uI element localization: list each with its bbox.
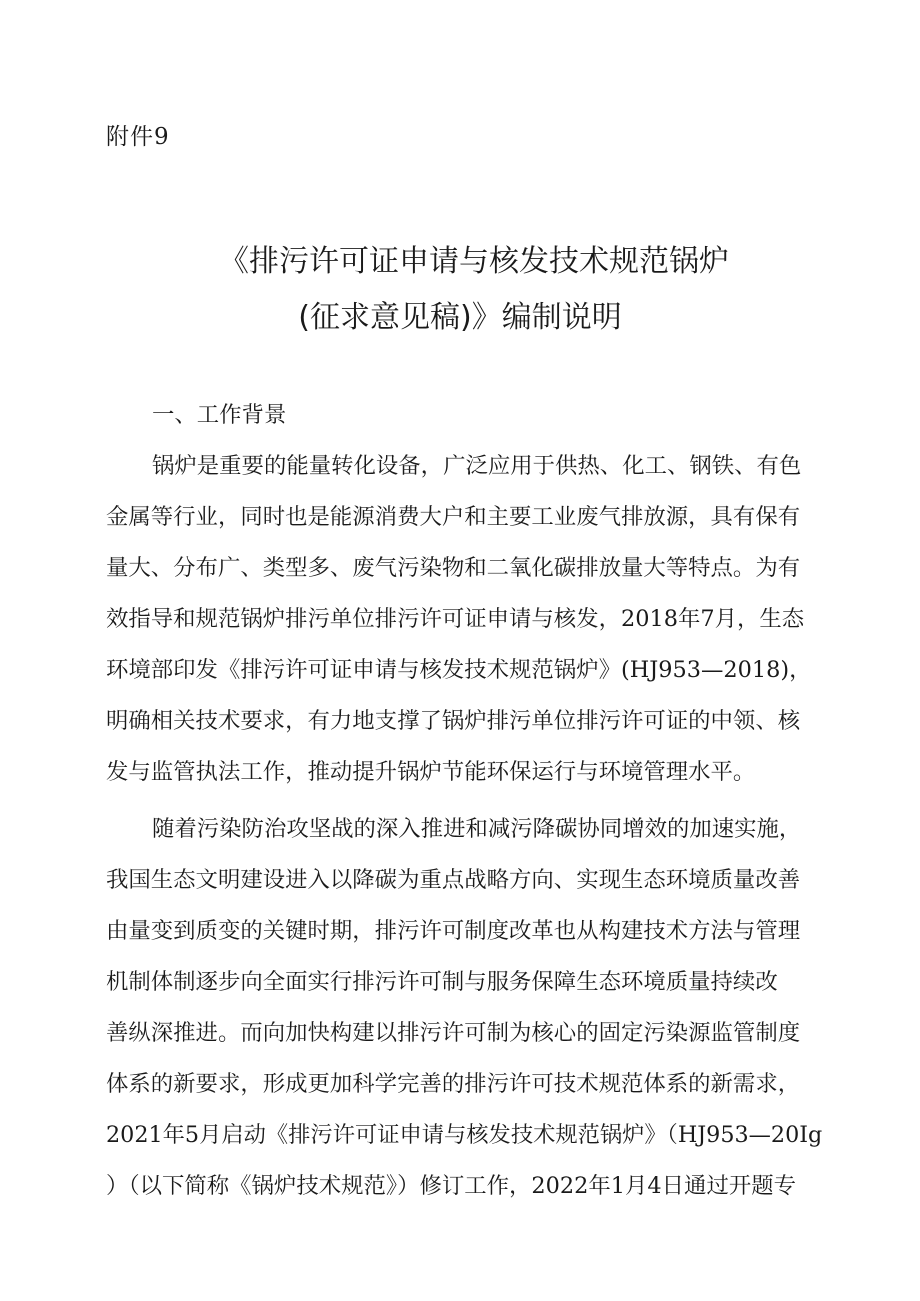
paragraph-line: 由量变到质变的关键时期，排污许可制度改革也从构建技术方法与管理 [106, 918, 801, 944]
paragraph-line: 体系的新要求，形成更加科学完善的排污许可技术规范体系的新需求， [106, 1071, 801, 1097]
paragraph-line: ）（以下简称《锅炉技术规范》）修订工作，2022年1月4日通过开题专 [106, 1173, 797, 1199]
paragraph-line: 善纵深推进。而向加快构建以排污许可制为核心的固定污染源监管制度 [106, 1020, 801, 1046]
paragraph-line: 效指导和规范锅炉排污单位排污许可证申请与核发，2018年7月，生态 [106, 606, 805, 632]
attachment-label: 附件9 [106, 124, 170, 150]
paragraph-line: 锅炉是重要的能量转化设备，广泛应用于供热、化工、钢铁、有色 [152, 453, 802, 479]
paragraph-line: 金属等行业，同时也是能源消费大户和主要工业废气排放源，具有保有 [106, 504, 801, 530]
paragraph-line: 环境部印发《排污许可证申请与核发技术规范锅炉》(HJ953—2018)， [106, 657, 812, 683]
paragraph-line: 量大、分布广、类型多、废气污染物和二氧化碳排放量大等特点。为有 [106, 555, 801, 581]
document-title-line-2: (征求意见稿)》编制说明 [298, 300, 622, 335]
paragraph-line: 明确相关技术要求，有力地支撑了锅炉排污单位排污许可证的中领、核 [106, 708, 801, 734]
section-heading: 一、工作背景 [152, 402, 287, 428]
paragraph-line: 机制体制逐步向全面实行排污许可制与服务保障生态环境质量持续改 [106, 969, 778, 995]
paragraph-line: 2021年5月启动《排污许可证申请与核发技术规范锅炉》（HJ953—20Ig [106, 1122, 823, 1148]
paragraph-line: 我国生态文明建设进入以降碳为重点战略方向、实现生态环境质量改善 [106, 867, 801, 893]
paragraph-line: 发与监管执法工作，推动提升锅炉节能环保运行与环境管理水平。 [106, 759, 756, 785]
paragraph-line: 随着污染防治攻坚战的深入推进和减污降碳协同增效的加速实施， [152, 816, 802, 842]
document-title-line-1: 《排污许可证申请与核发技术规范锅炉 [219, 244, 729, 279]
